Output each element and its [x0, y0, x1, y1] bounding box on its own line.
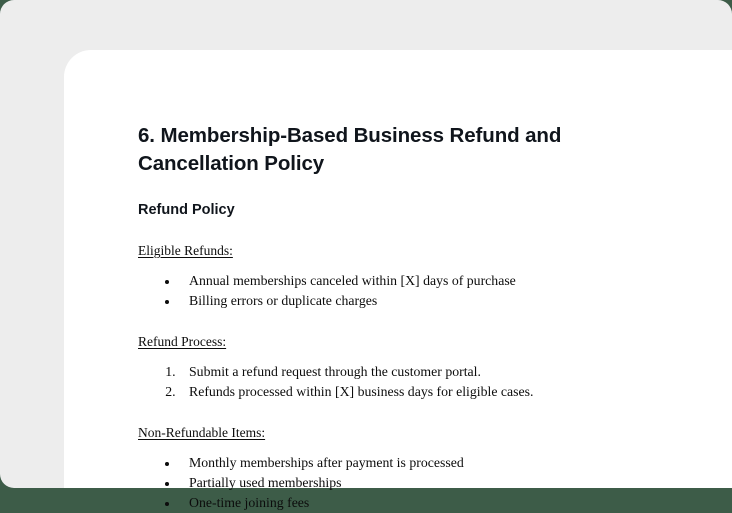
sub-heading-label: Eligible Refunds: — [138, 243, 233, 258]
sub-heading-label: Refund Process: — [138, 334, 227, 349]
list-item: 2. Refunds processed within [X] business days for eligible cases. — [179, 382, 658, 402]
bullet-list — [138, 271, 658, 311]
page-title: 6. Membership-Based Business Refund and Cancellation Policy — [138, 124, 562, 175]
list-item: • Monthly memberships after payment is processed — [179, 453, 658, 473]
list-item: • Partially used memberships — [179, 473, 658, 493]
content-blocks — [138, 242, 658, 513]
sub-heading — [138, 333, 658, 351]
document-page — [64, 50, 732, 510]
sub-heading-label: Non-Refundable Items: — [138, 425, 266, 440]
numbered-list — [138, 362, 658, 402]
list-item: • Annual memberships canceled within [X] days of purchase — [179, 271, 658, 291]
bullet-list — [138, 453, 658, 513]
document-content — [138, 122, 658, 513]
sub-heading — [138, 242, 658, 260]
list-item: 1. Submit a refund request through the customer portal. — [179, 362, 658, 382]
sub-heading — [138, 424, 658, 442]
list-item: • Billing errors or duplicate charges — [179, 291, 658, 311]
list-item: • One-time joining fees — [179, 493, 658, 513]
section-heading-refund-policy: Refund Policy — [138, 202, 235, 218]
